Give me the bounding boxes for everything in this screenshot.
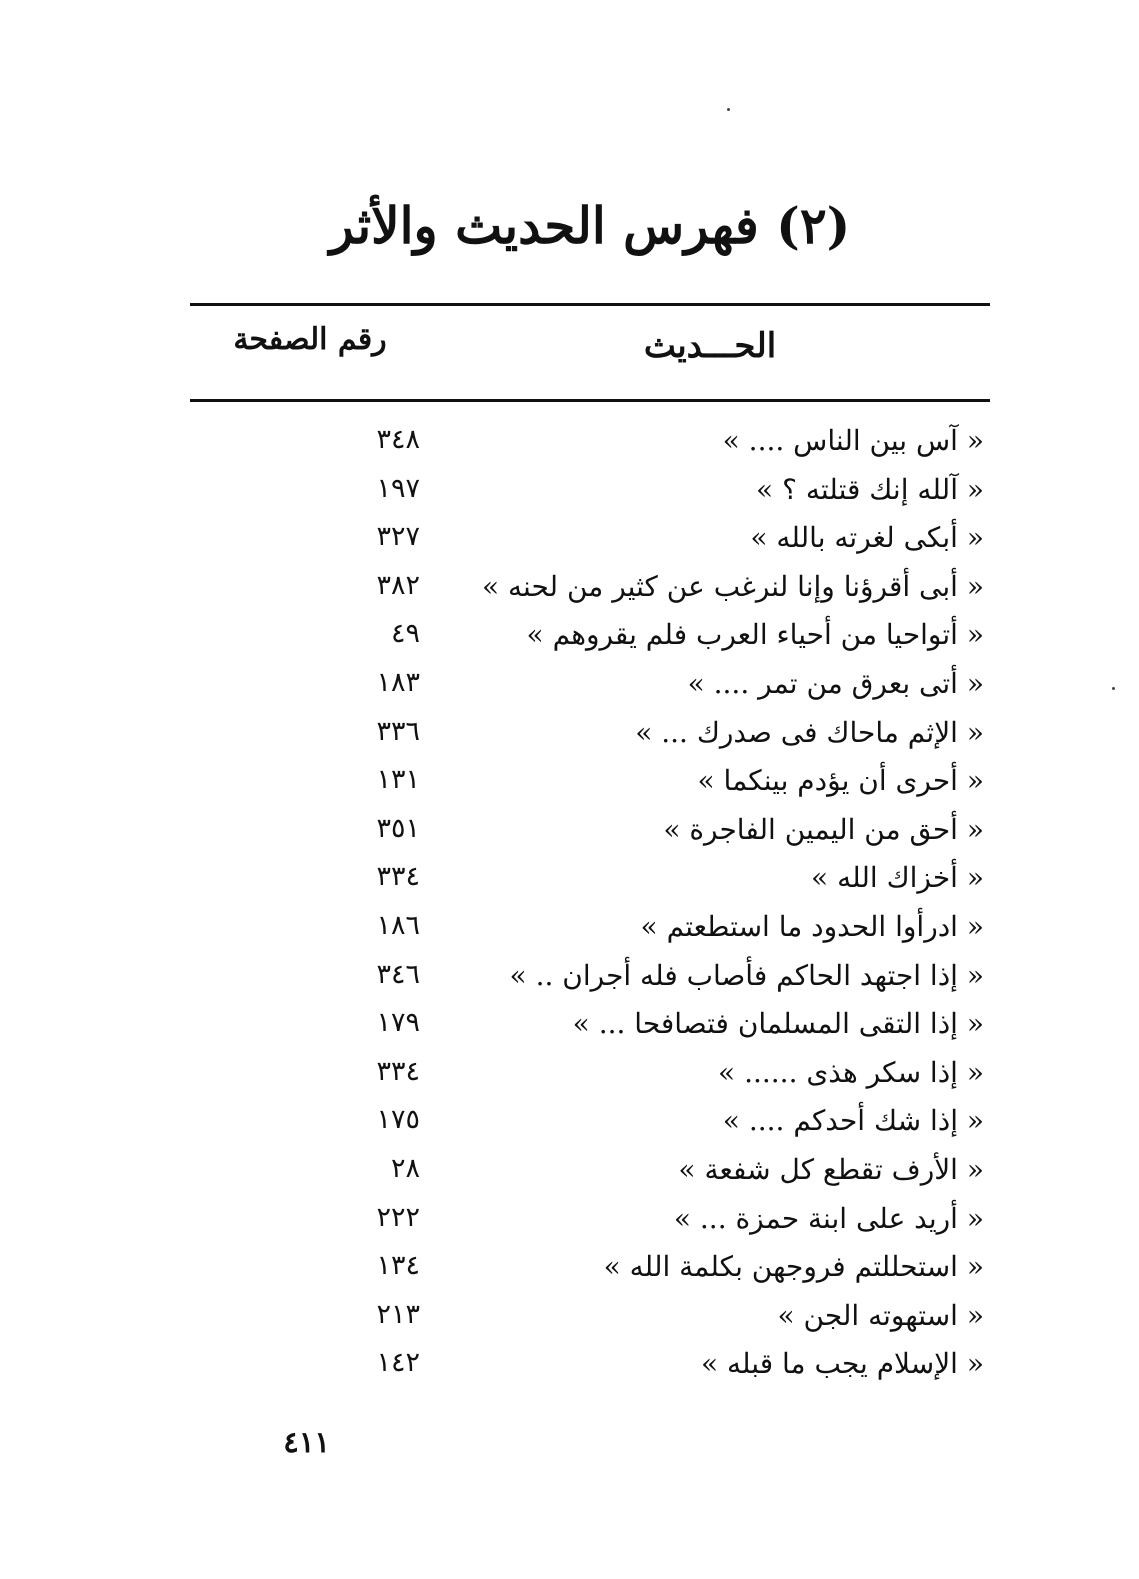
hadith-page-number: ٣٨٢	[376, 569, 420, 601]
page-title: (٢) فهرس الحديث والأثر	[329, 196, 851, 255]
hadith-text: « أحرى أن يؤدم بينكما »	[697, 764, 984, 798]
hadith-text: « الإثم ماحاك فى صدرك ... »	[635, 715, 984, 749]
hadith-page-number: ٣٤٨	[376, 424, 420, 455]
hadith-text: « إذا سكر هذى ...... »	[718, 1055, 984, 1089]
hadith-text: « أتواحيا من أحياء العرب فلم يقروهم »	[526, 618, 984, 652]
scan-speck	[727, 108, 730, 111]
scan-speck	[1112, 687, 1115, 690]
hadith-page-number: ١٩٧	[376, 472, 420, 504]
hadith-text: « ادرأوا الحدود ما استطعتم »	[640, 909, 984, 943]
list-item	[190, 1244, 990, 1293]
hadith-page-number: ٣٣٤	[376, 861, 420, 893]
list-item	[190, 758, 990, 807]
hadith-page-number: ١٣١	[376, 764, 420, 796]
hadith-text: « أبكى لغرته بالله »	[750, 521, 984, 555]
hadith-page-number: ١٨٦	[376, 909, 420, 941]
list-item	[190, 661, 990, 710]
hadith-text: « إذا شك أحدكم .... »	[722, 1104, 984, 1138]
list-item	[190, 612, 990, 661]
header-top-rule	[190, 303, 990, 306]
list-item	[190, 1293, 990, 1342]
list-item	[190, 515, 990, 564]
list-item	[190, 807, 990, 856]
list-item	[190, 855, 990, 904]
hadith-page-number: ٣٣٦	[376, 715, 420, 747]
hadith-text: « أحق من اليمين الفاجرة »	[663, 812, 984, 846]
list-item	[190, 710, 990, 759]
hadith-page-number: ١٧٩	[376, 1007, 420, 1039]
header-bottom-rule	[190, 399, 990, 402]
hadith-text: « آلله إنك قتلته ؟ »	[756, 472, 984, 506]
hadith-page-number: ٣٤٦	[376, 958, 420, 990]
list-item	[190, 1147, 990, 1196]
hadith-page-number: ٣٣٤	[376, 1055, 420, 1087]
hadith-text: « الأرف تقطع كل شفعة »	[678, 1152, 984, 1186]
column-header-hadith: الحـــديث	[643, 326, 777, 366]
hadith-text: « أريد على ابنة حمزة ... »	[673, 1201, 984, 1235]
hadith-page-number: ٤٩	[390, 618, 420, 650]
hadith-text: « آس بين الناس .... »	[722, 424, 984, 457]
hadith-text: « الإسلام يجب ما قبله »	[700, 1347, 984, 1381]
list-item	[190, 418, 990, 467]
hadith-text: « أتى بعرق من تمر .... »	[687, 666, 984, 700]
list-item	[190, 1098, 990, 1147]
hadith-page-number: ١٨٣	[376, 666, 420, 698]
list-item	[190, 1050, 990, 1099]
list-item	[190, 1341, 990, 1390]
list-item	[190, 1001, 990, 1050]
column-header-page-number: رقم الصفحة	[233, 322, 387, 357]
list-item	[190, 564, 990, 613]
hadith-page-number: ١٣٤	[376, 1250, 420, 1282]
hadith-text: « أبى أقرؤنا وإنا لنرغب عن كثير من لحنه »	[481, 569, 984, 603]
hadith-text: « إذا اجتهد الحاكم فأصاب فله أجران .. »	[509, 958, 984, 992]
hadith-text: « أخزاك الله »	[811, 861, 984, 895]
list-item	[190, 467, 990, 516]
page-number: ٤١١	[283, 1425, 330, 1459]
index-list	[190, 418, 990, 1390]
hadith-page-number: ١٧٥	[376, 1104, 420, 1136]
hadith-page-number: ٣٢٧	[376, 521, 420, 553]
hadith-text: « استحللتم فروجهن بكلمة الله »	[603, 1250, 984, 1284]
hadith-page-number: ٣٥١	[376, 812, 420, 844]
list-item	[190, 1196, 990, 1245]
hadith-text: « استهوته الجن »	[777, 1298, 984, 1332]
hadith-page-number: ١٤٢	[376, 1347, 420, 1379]
hadith-text: « إذا التقى المسلمان فتصافحا ... »	[572, 1007, 984, 1041]
hadith-page-number: ٢١٣	[376, 1298, 420, 1330]
hadith-page-number: ٢٨	[390, 1152, 420, 1184]
hadith-page-number: ٢٢٢	[376, 1201, 420, 1233]
list-item	[190, 904, 990, 953]
list-item	[190, 953, 990, 1002]
